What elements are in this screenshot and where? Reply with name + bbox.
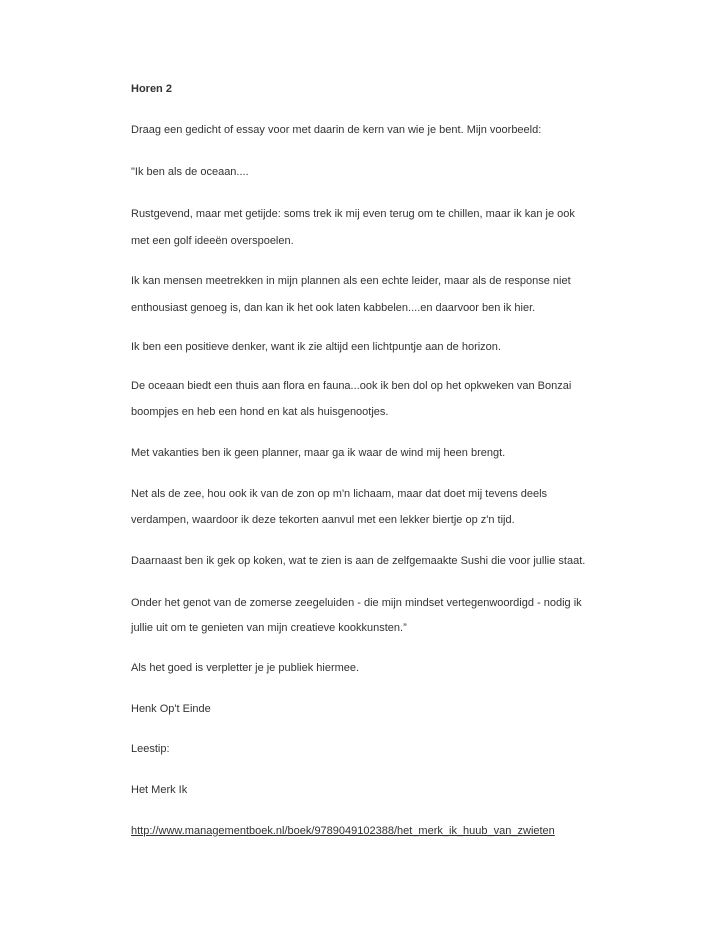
paragraph-line: Net als de zee, hou ook ik van de zon op m'n lichaam, maar dat doet mij tevens deels bbox=[131, 488, 548, 500]
book-title: Het Merk Ik bbox=[131, 784, 188, 796]
book-link[interactable]: http://www.managementboek.nl/boek/9789049102388/het_merk_ik_huub_van_zwieten bbox=[131, 825, 555, 837]
author-name: Henk Op't Einde bbox=[131, 703, 211, 715]
paragraph-line: verdampen, waardoor ik deze tekorten aanvul met een lekker biertje op z'n tijd. bbox=[131, 514, 515, 526]
paragraph-line: "Ik ben als de oceaan.... bbox=[131, 166, 249, 178]
paragraph-line: Rustgevend, maar met getijde: soms trek ik mij even terug om te chillen, maar ik kan je ook bbox=[131, 208, 575, 220]
paragraph-line: Met vakanties ben ik geen planner, maar ga ik waar de wind mij heen brengt. bbox=[131, 447, 506, 459]
paragraph-line: Ik ben een positieve denker, want ik zie altijd een lichtpuntje aan de horizon. bbox=[131, 341, 501, 353]
paragraph-line: jullie uit om te genieten van mijn creatieve kookkunsten.” bbox=[131, 622, 407, 634]
paragraph-line: boompjes en heb een hond en kat als huisgenootjes. bbox=[131, 406, 389, 418]
paragraph-line: Onder het genot van de zomerse zeegeluiden - die mijn mindset vertegenwoordigd - nodig ik bbox=[131, 597, 582, 609]
paragraph-line: Ik kan mensen meetrekken in mijn plannen als een echte leider, maar als de response niet bbox=[131, 275, 571, 287]
paragraph-line: Daarnaast ben ik gek op koken, wat te zien is aan de zelfgemaakte Sushi die voor jullie staat. bbox=[131, 555, 586, 567]
paragraph-line: Draag een gedicht of essay voor met daarin de kern van wie je bent. Mijn voorbeeld: bbox=[131, 124, 542, 136]
paragraph-line: De oceaan biedt een thuis aan flora en fauna...ook ik ben dol op het opkweken van Bonzai bbox=[131, 380, 572, 392]
paragraph-line: met een golf ideeën overspoelen. bbox=[131, 235, 294, 247]
page-title: Horen 2 bbox=[131, 83, 172, 95]
paragraph-line: enthousiast genoeg is, dan kan ik het ook laten kabbelen....en daarvoor ben ik hier. bbox=[131, 302, 536, 314]
reading-tip-label: Leestip: bbox=[131, 743, 170, 755]
paragraph-line: Als het goed is verpletter je je publiek hiermee. bbox=[131, 662, 360, 674]
